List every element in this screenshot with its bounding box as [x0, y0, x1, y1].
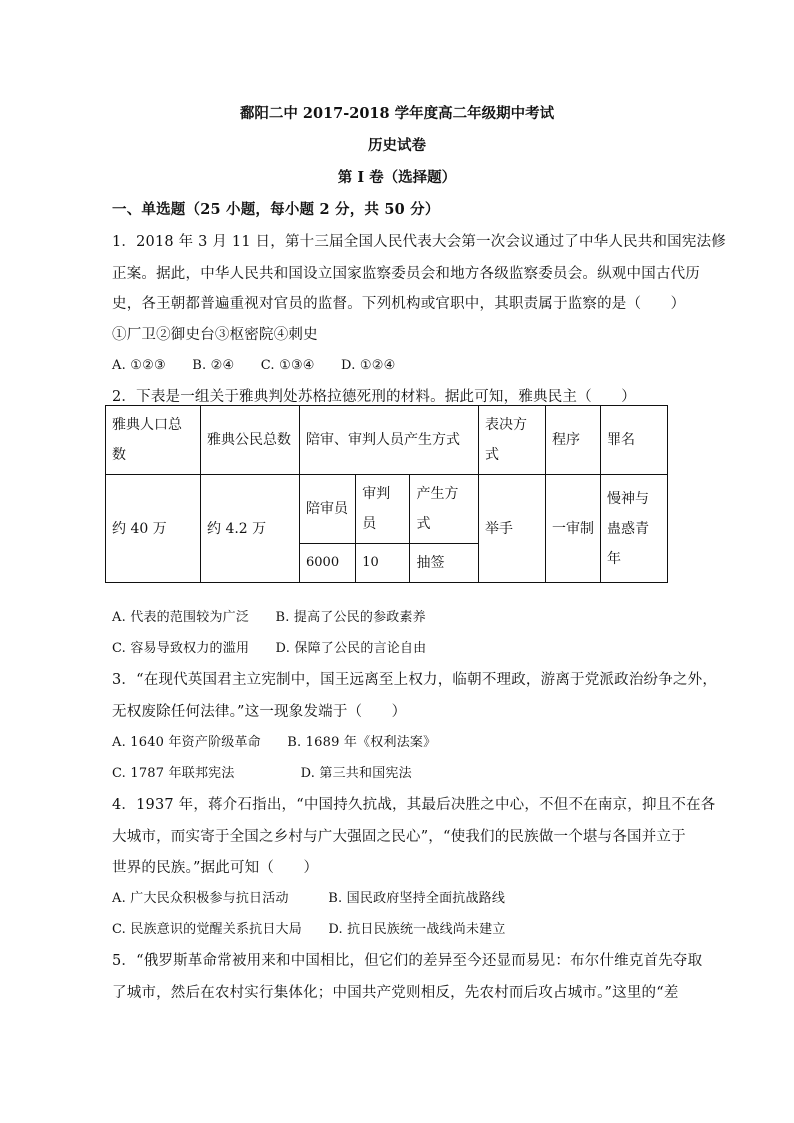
- table-cell: 约 40 万: [106, 475, 201, 583]
- table-cell: 审判员: [356, 475, 410, 544]
- table-header-cell: 程序: [546, 406, 601, 475]
- q5-line-1: 5．“俄罗斯革命常被用来和中国相比，但它们的差异至今还显而易见：布尔什维克首先夺取: [112, 953, 703, 969]
- table-header-cell: 罪名: [601, 406, 668, 475]
- exam-title: 鄱阳二中 2017-2018 学年度高二年级期中考试: [239, 105, 555, 122]
- table-header-cell: 表决方式: [479, 406, 546, 475]
- table-header-cell: 陪审、审判人员产生方式: [300, 406, 479, 475]
- q3-line-2: 无权废除任何法律。”这一现象发端于（ ）: [112, 704, 407, 720]
- exam-part-title: 第 I 卷（选择题）: [337, 169, 457, 186]
- q3-line-1: 3．“在现代英国君主立宪制中，国王远离至上权力，临朝不理政，游离于党派政治纷争之外，: [112, 672, 718, 688]
- q5-line-2: 了城市，然后在农村实行集体化；中国共产党则相反，先农村而后攻占城市。”这里的“差: [112, 985, 679, 1001]
- q1-line-2: 正案。据此，中华人民共和国设立国家监察委员会和地方各级监察委员会。纵观中国古代历: [112, 266, 700, 282]
- q1-line-4: ①厂卫②御史台③枢密院④刺史: [112, 327, 318, 343]
- q4-options-ab: A. 广大民众积极参与抗日活动 B. 国民政府坚持全面抗战路线: [112, 891, 506, 906]
- q4-line-3: 世界的民族。”据此可知（ ）: [112, 860, 319, 876]
- q4-line-1: 4．1937 年，蒋介石指出，“中国持久抗战，其最后决胜之中心，不但不在南京，抑且不在各: [112, 797, 716, 813]
- q2-stem: 2．下表是一组关于雅典判处苏格拉德死刑的材料。据此可知，雅典民主（ ）: [112, 389, 636, 405]
- q3-options-cd: C. 1787 年联邦宪法 D. 第三共和国宪法: [112, 766, 412, 781]
- q2-options-cd: C. 容易导致权力的滥用 D. 保障了公民的言论自由: [112, 641, 427, 656]
- table-cell: 产生方式: [410, 475, 479, 544]
- table-cell: 举手: [479, 475, 546, 583]
- section-heading: 一、单选题（25 小题，每小题 2 分，共 50 分）: [112, 201, 440, 218]
- q2-data-table: [105, 405, 668, 583]
- table-row: [106, 475, 668, 544]
- q1-options: A. ①②③ B. ②④ C. ①③④ D. ①②④: [112, 358, 396, 373]
- table-cell: 约 4.2 万: [201, 475, 300, 583]
- q4-line-2: 大城市，而实寄于全国之乡村与广大强固之民心”，“使我们的民族做一个堪与各国并立于: [112, 829, 686, 845]
- table-cell: 6000: [300, 544, 356, 583]
- table-cell: 慢神与蛊惑青年: [601, 475, 668, 583]
- table-cell: 抽签: [410, 544, 479, 583]
- q4-options-cd: C. 民族意识的觉醒关系抗日大局 D. 抗日民族统一战线尚未建立: [112, 922, 506, 937]
- table-cell: 10: [356, 544, 410, 583]
- q1-line-3: 史，各王朝都普遍重视对官员的监督。下列机构或官职中，其职责属于监察的是（ ）: [112, 296, 686, 312]
- q1-line-1: 1．2018 年 3 月 11 日，第十三届全国人民代表大会第一次会议通过了中华人民共和国宪法修: [112, 234, 726, 250]
- table-row: [106, 406, 668, 475]
- q3-options-ab: A. 1640 年资产阶级革命 B. 1689 年《权利法案》: [112, 735, 437, 750]
- table-header-cell: 雅典人口总数: [106, 406, 201, 475]
- exam-subtitle: 历史试卷: [368, 137, 426, 154]
- q2-options-ab: A. 代表的范围较为广泛 B. 提高了公民的参政素养: [112, 610, 426, 625]
- table-cell: 一审制: [546, 475, 601, 583]
- table-cell: 陪审员: [300, 475, 356, 544]
- table-header-cell: 雅典公民总数: [201, 406, 300, 475]
